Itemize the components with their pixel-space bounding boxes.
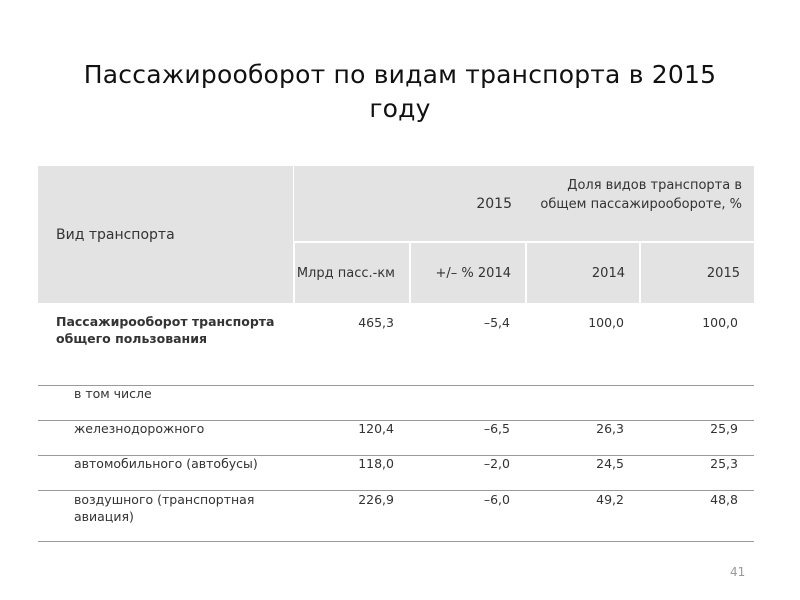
cell-share-2015 — [640, 386, 754, 421]
cell-bln-pass-km: 465,3 — [294, 303, 410, 386]
header-share-2015: 2015 — [640, 242, 754, 303]
header-share-group — [526, 166, 754, 242]
cell-share-2015: 25,9 — [640, 421, 754, 456]
cell-share-2014: 100,0 — [526, 303, 640, 386]
cell-change-pct: –6,0 — [410, 491, 526, 542]
table-row — [38, 386, 754, 421]
header-transport-type-label: Вид транспорта — [56, 227, 175, 243]
cell-share-2014: 26,3 — [526, 421, 640, 456]
row-name: железнодорожного — [38, 421, 294, 456]
cell-share-2014 — [526, 386, 640, 421]
cell-share-2015: 100,0 — [640, 303, 754, 386]
table-row — [38, 456, 754, 491]
cell-bln-pass-km: 118,0 — [294, 456, 410, 491]
header-share-label: Доля видов транспорта в общем пассажирообороте, % — [540, 178, 742, 212]
cell-change-pct: –2,0 — [410, 456, 526, 491]
header-share-2014: 2014 — [526, 242, 640, 303]
header-transport-type — [38, 166, 294, 303]
table-row — [38, 421, 754, 456]
cell-share-2015: 48,8 — [640, 491, 754, 542]
table-row — [38, 491, 754, 542]
row-name: автомобильного (автобусы) — [38, 456, 294, 491]
row-name: в том числе — [38, 386, 294, 421]
cell-share-2015: 25,3 — [640, 456, 754, 491]
slide-title: Пассажирооборот по видам транспорта в 2015 году — [83, 60, 717, 123]
page-number: 41 — [730, 565, 746, 579]
cell-change-pct: –6,5 — [410, 421, 526, 456]
cell-share-2014: 49,2 — [526, 491, 640, 542]
table-header-row — [38, 166, 754, 242]
header-bln-pass-km: Млрд пасс.-км — [294, 242, 410, 303]
passenger-turnover-table — [38, 166, 754, 542]
cell-share-2014: 24,5 — [526, 456, 640, 491]
table-row — [38, 303, 754, 386]
row-name: воздушного (транспортная авиация) — [38, 491, 294, 542]
cell-change-pct: –5,4 — [410, 303, 526, 386]
header-change-pct: +/– % 2014 — [410, 242, 526, 303]
cell-change-pct — [410, 386, 526, 421]
cell-bln-pass-km: 226,9 — [294, 491, 410, 542]
row-name: Пассажирооборот транспорта общего пользования — [38, 303, 294, 386]
cell-bln-pass-km — [294, 386, 410, 421]
header-year-2015: 2015 — [294, 166, 526, 242]
cell-bln-pass-km: 120,4 — [294, 421, 410, 456]
